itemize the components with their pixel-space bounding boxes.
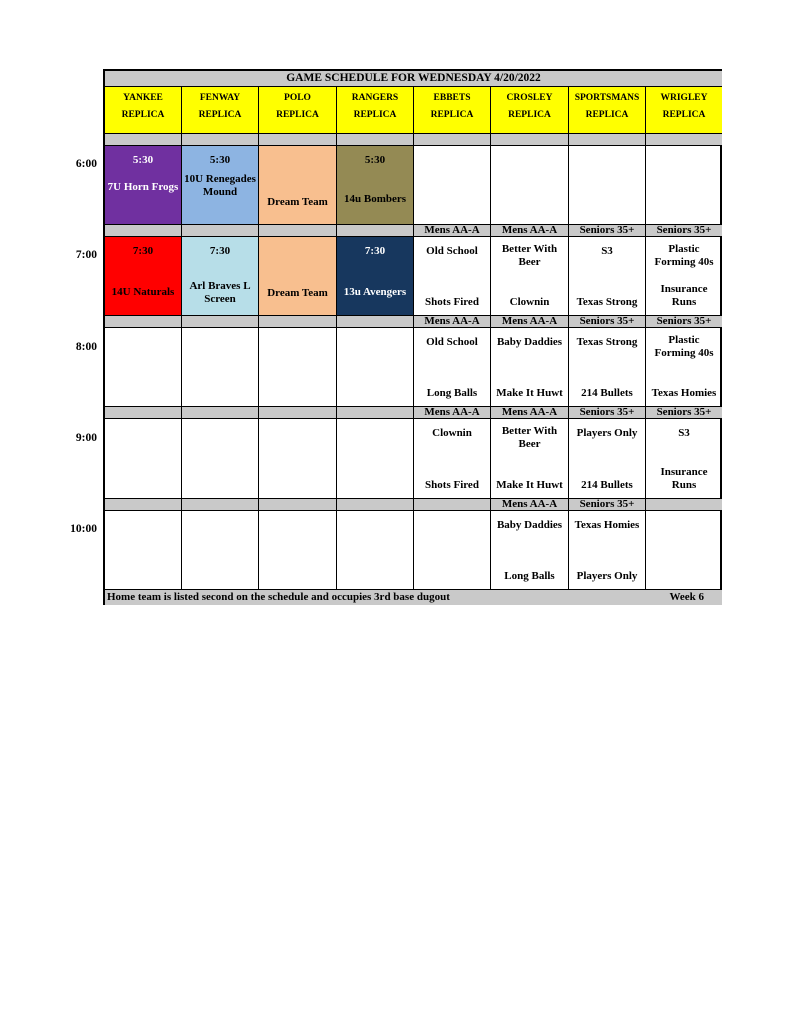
division-label: Seniors 35+: [646, 407, 722, 419]
field-name: CROSLEY: [506, 93, 553, 103]
field-sub: REPLICA: [662, 110, 706, 120]
field-sub: REPLICA: [585, 110, 629, 120]
divider-blank: [337, 407, 414, 419]
empty-slot: [414, 146, 491, 225]
team-name: Arl Braves L Screen: [189, 280, 251, 305]
away-team: Baby Daddies: [496, 519, 563, 531]
divider-blank: [105, 134, 182, 146]
youth-game-fenway-530: [182, 146, 259, 225]
game-time: 7:30: [209, 245, 231, 257]
field-header-wrigley: [646, 87, 722, 134]
team-name: 14u Bombers: [343, 193, 407, 205]
time-label-6: 6:00: [75, 158, 97, 170]
youth-game-yankee-730: [105, 237, 182, 316]
empty-slot: [646, 511, 722, 590]
divider-blank: [105, 316, 182, 328]
divider-blank: [105, 407, 182, 419]
home-team: Make It Huwt: [496, 479, 563, 491]
divider-blank: [259, 499, 337, 511]
time-label-8: 8:00: [75, 341, 97, 353]
adult-game-crosley-700: [491, 237, 569, 316]
field-sub: REPLICA: [353, 110, 397, 120]
empty-slot: [414, 511, 491, 590]
adult-game-sportsmans-700: [569, 237, 646, 316]
adult-game-sportsmans-800: [569, 328, 646, 407]
field-header-fenway: [182, 87, 259, 134]
home-team: Long Balls: [504, 570, 555, 582]
home-team: Shots Fired: [425, 296, 479, 308]
team-name: Dream Team: [267, 286, 328, 299]
field-header-rangers: [337, 87, 414, 134]
division-label: Mens AA-A: [491, 316, 569, 328]
home-team: Insurance Runs: [660, 283, 708, 308]
empty-slot: [491, 146, 569, 225]
game-time: 5:30: [364, 154, 386, 166]
field-name: EBBETS: [433, 93, 471, 103]
team-name: 14U Naturals: [111, 286, 175, 298]
away-team: Texas Homies: [574, 519, 640, 531]
adult-game-ebbets-800: [414, 328, 491, 407]
empty-slot: [337, 419, 414, 499]
field-sub: REPLICA: [276, 110, 319, 120]
division-label: Mens AA-A: [491, 225, 569, 237]
field-name: RANGERS: [351, 93, 399, 103]
home-team: 214 Bullets: [581, 387, 633, 399]
division-label: Seniors 35+: [569, 225, 646, 237]
field-header-yankee: [105, 87, 182, 134]
field-header-polo: [259, 87, 337, 134]
home-team: Players Only: [576, 570, 638, 582]
home-team: Texas Strong: [576, 296, 638, 308]
adult-game-sportsmans-1000: [569, 511, 646, 590]
game-time: 7:30: [132, 245, 154, 257]
division-label: Mens AA-A: [414, 407, 491, 419]
division-label: Mens AA-A: [414, 225, 491, 237]
empty-slot: [259, 511, 337, 590]
empty-slot: [337, 328, 414, 407]
time-label-7: 7:00: [75, 249, 97, 261]
youth-game-rangers-730: [337, 237, 414, 316]
home-team: Make It Huwt: [496, 387, 563, 399]
division-label: Mens AA-A: [414, 316, 491, 328]
time-label-9: 9:00: [75, 432, 97, 444]
youth-game-polo-700: [259, 237, 337, 316]
home-team: Clownin: [509, 296, 550, 308]
adult-game-crosley-1000: [491, 511, 569, 590]
home-team: 214 Bullets: [581, 479, 633, 491]
schedule-title: GAME SCHEDULE FOR WEDNESDAY 4/20/2022: [105, 71, 722, 87]
adult-game-wrigley-900: [646, 419, 722, 499]
away-team: Better With Beer: [501, 243, 558, 268]
empty-slot: [646, 146, 722, 225]
schedule-footer: [105, 590, 722, 605]
division-label: Mens AA-A: [491, 407, 569, 419]
empty-slot: [105, 511, 182, 590]
field-name: WRIGLEY: [660, 93, 708, 103]
division-label: Seniors 35+: [569, 316, 646, 328]
division-label: Seniors 35+: [646, 316, 722, 328]
divider-blank: [569, 134, 646, 146]
game-time: 5:30: [209, 154, 231, 166]
divider-blank: [491, 134, 569, 146]
adult-game-crosley-900: [491, 419, 569, 499]
youth-game-fenway-730: [182, 237, 259, 316]
divider-blank: [259, 316, 337, 328]
field-header-ebbets: [414, 87, 491, 134]
home-team: Long Balls: [426, 387, 478, 399]
divider-blank: [182, 134, 259, 146]
divider-blank: [414, 499, 491, 511]
field-name: POLO: [284, 93, 311, 103]
week-label: Week 6: [669, 591, 704, 603]
division-label: Mens AA-A: [491, 499, 569, 511]
away-team: Better With Beer: [501, 425, 558, 450]
divider-blank: [182, 407, 259, 419]
field-name: SPORTSMANS: [574, 93, 640, 103]
away-team: Clownin: [432, 427, 472, 439]
divider-blank: [646, 499, 722, 511]
divider-blank: [182, 316, 259, 328]
adult-game-wrigley-800: [646, 328, 722, 407]
adult-game-ebbets-700: [414, 237, 491, 316]
empty-slot: [569, 146, 646, 225]
away-team: Players Only: [576, 427, 638, 439]
field-sub: REPLICA: [430, 110, 474, 120]
divider-blank: [337, 225, 414, 237]
adult-game-wrigley-700: [646, 237, 722, 316]
youth-game-rangers-530: [337, 146, 414, 225]
schedule-table: [103, 69, 722, 605]
divider-blank: [105, 499, 182, 511]
empty-slot: [105, 328, 182, 407]
divider-blank: [337, 134, 414, 146]
empty-slot: [182, 511, 259, 590]
adult-game-ebbets-900: [414, 419, 491, 499]
division-label: Seniors 35+: [646, 225, 722, 237]
divider-blank: [337, 316, 414, 328]
home-team-note: Home team is listed second on the schedule and occupies 3rd base dugout: [107, 591, 450, 603]
divider-blank: [646, 134, 722, 146]
field-sub: REPLICA: [121, 110, 165, 120]
empty-slot: [105, 419, 182, 499]
team-name: 13u Avengers: [343, 286, 407, 298]
home-team: Insurance Runs: [660, 466, 708, 491]
adult-game-crosley-800: [491, 328, 569, 407]
field-header-sportsmans: [569, 87, 646, 134]
divider-blank: [337, 499, 414, 511]
division-label: Seniors 35+: [569, 499, 646, 511]
game-time: 5:30: [132, 154, 154, 166]
empty-slot: [337, 511, 414, 590]
away-team: Texas Strong: [576, 336, 638, 348]
divider-blank: [105, 225, 182, 237]
divider-blank: [259, 407, 337, 419]
field-name: FENWAY: [199, 93, 241, 103]
divider-blank: [414, 134, 491, 146]
field-sub: REPLICA: [198, 110, 242, 120]
away-team: S3: [601, 245, 613, 257]
field-name: YANKEE: [123, 93, 163, 103]
empty-slot: [259, 328, 337, 407]
field-header-crosley: [491, 87, 569, 134]
divider-blank: [182, 499, 259, 511]
time-label-10: 10:00: [70, 523, 97, 535]
empty-slot: [259, 419, 337, 499]
away-team: Plastic Forming 40s: [654, 334, 714, 359]
youth-game-polo-600: [259, 146, 337, 225]
youth-game-yankee-530: [105, 146, 182, 225]
home-team: Texas Homies: [651, 387, 717, 399]
game-time: 7:30: [364, 245, 386, 257]
home-team: Shots Fired: [425, 479, 479, 491]
away-team: S3: [678, 427, 690, 439]
division-label: Seniors 35+: [569, 407, 646, 419]
team-name: 10U Renegades Mound: [184, 173, 256, 198]
divider-blank: [259, 225, 337, 237]
divider-blank: [182, 225, 259, 237]
empty-slot: [182, 419, 259, 499]
away-team: Plastic Forming 40s: [654, 243, 714, 268]
team-name: Dream Team: [267, 195, 328, 208]
away-team: Baby Daddies: [496, 336, 563, 348]
team-name: 7U Horn Frogs: [107, 181, 179, 193]
field-sub: REPLICA: [508, 110, 551, 120]
divider-blank: [259, 134, 337, 146]
empty-slot: [182, 328, 259, 407]
adult-game-sportsmans-900: [569, 419, 646, 499]
away-team: Old School: [426, 336, 478, 348]
away-team: Old School: [426, 245, 478, 257]
